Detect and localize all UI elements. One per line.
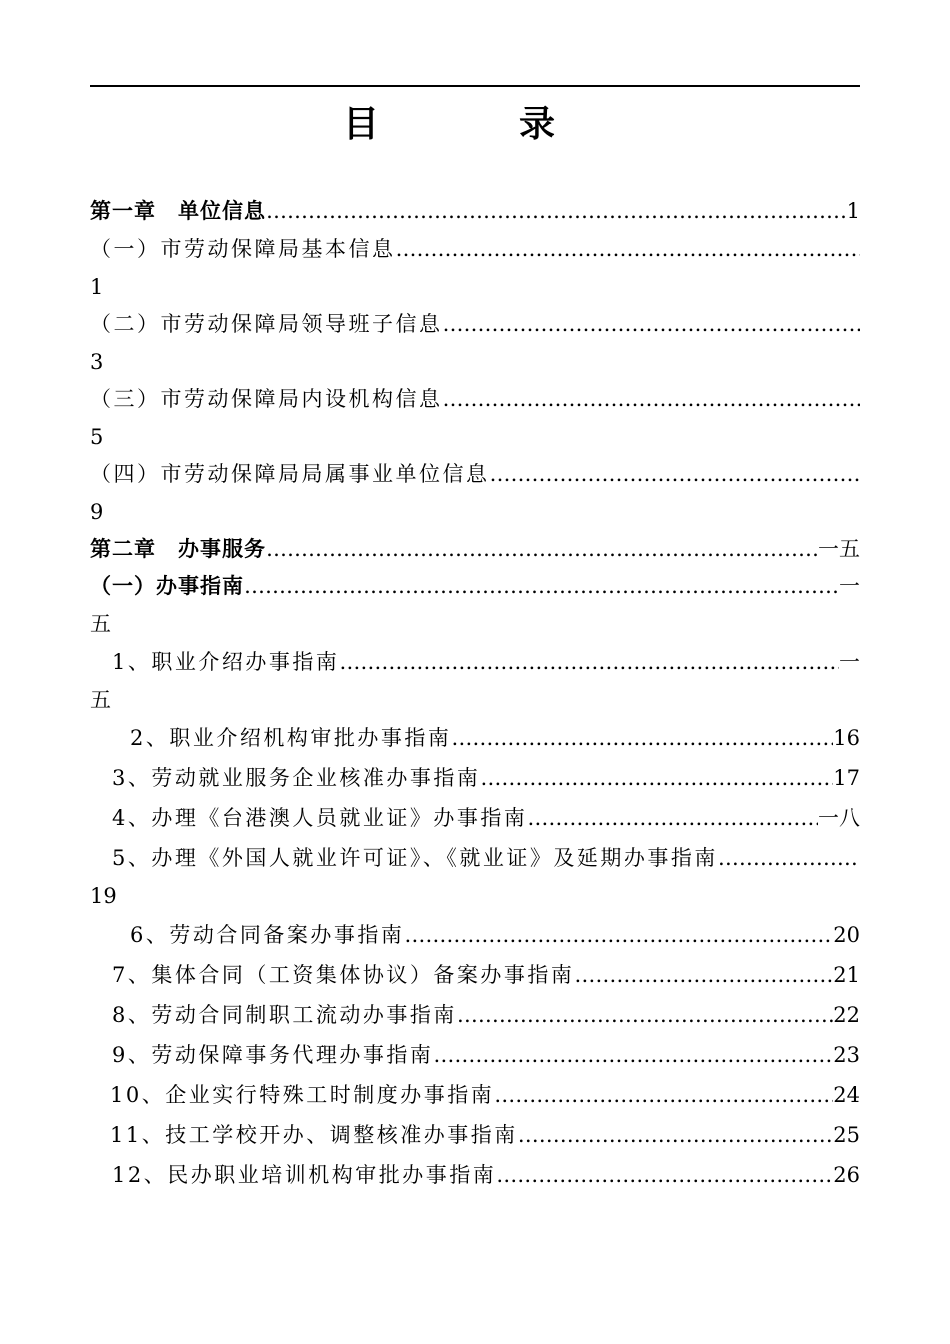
toc-entry-label: 12、民办职业培训机构审批办事指南 <box>112 1163 497 1187</box>
toc-leader-dots <box>339 647 839 677</box>
toc-page-number: 一八 <box>818 806 860 830</box>
toc-leader-dots <box>518 1120 834 1150</box>
toc-entry[interactable] <box>112 763 860 793</box>
toc-entry[interactable] <box>90 309 860 339</box>
toc-entry-label: 8、劳动合同制职工流动办事指南 <box>112 1003 457 1027</box>
toc-leader-dots <box>451 723 833 753</box>
toc-leader-dots <box>443 384 861 414</box>
toc-page-number: 21 <box>833 963 860 987</box>
toc-entry[interactable] <box>90 384 860 414</box>
toc-entry-label: （一）市劳动保障局基本信息 <box>90 237 396 261</box>
toc-page-number: 5 <box>90 425 104 449</box>
toc-entry[interactable] <box>130 920 860 950</box>
toc-leader-dots <box>490 459 861 489</box>
toc-leader-dots <box>244 571 839 601</box>
page-title: 目 录 <box>342 104 607 145</box>
toc-page-number: 23 <box>833 1043 860 1067</box>
toc-leader-dots <box>574 960 833 990</box>
toc-page-number: 16 <box>833 726 860 750</box>
toc-entry-label: 4、办理《台港澳人员就业证》办事指南 <box>112 806 528 830</box>
toc-page-number-continued: 五 <box>90 612 111 636</box>
toc-page-number: 3 <box>90 350 104 374</box>
toc-entry[interactable] <box>112 1160 860 1190</box>
toc-entry[interactable] <box>112 1040 860 1070</box>
toc-entry[interactable] <box>112 803 860 833</box>
toc-page-number: 26 <box>833 1163 860 1187</box>
toc-entry-label: 9、劳动保障事务代理办事指南 <box>112 1043 434 1067</box>
toc-entry-label: 2、职业介绍机构审批办事指南 <box>130 726 452 750</box>
toc-leader-dots <box>266 534 818 564</box>
toc-leader-dots <box>266 196 847 226</box>
toc-page-number: 一 <box>839 650 860 674</box>
toc-entry-label: 7、集体合同（工资集体协议）备案办事指南 <box>112 963 575 987</box>
toc-leader-dots <box>480 763 833 793</box>
toc-page-number: 22 <box>833 1003 860 1027</box>
toc-entry-label: 11、技工学校开办、调整核准办事指南 <box>110 1123 518 1147</box>
toc-page-number: 一五 <box>818 537 860 561</box>
toc-entry-chapter-2[interactable] <box>90 534 860 564</box>
toc-leader-dots <box>404 920 833 950</box>
toc-entry[interactable] <box>90 459 860 489</box>
toc-entry[interactable] <box>90 234 860 264</box>
toc-entry[interactable] <box>130 723 860 753</box>
toc-entry[interactable] <box>112 960 860 990</box>
toc-leader-dots <box>494 1080 833 1110</box>
toc-entry-label: 3、劳动就业服务企业核准办事指南 <box>112 766 481 790</box>
toc-entry[interactable] <box>110 1120 860 1150</box>
toc-entry-label: 5、办理《外国人就业许可证》、《就业证》及延期办事指南 <box>112 846 718 870</box>
toc-entry-chapter-1[interactable] <box>90 196 860 226</box>
toc-page-number: 19 <box>90 884 117 908</box>
toc-leader-dots <box>443 309 861 339</box>
toc-entry-label: （二）市劳动保障局领导班子信息 <box>90 312 443 336</box>
toc-leader-dots <box>496 1160 833 1190</box>
toc-leader-dots <box>457 1000 833 1030</box>
toc-page-number: 9 <box>90 500 104 524</box>
toc-entry[interactable] <box>110 1080 860 1110</box>
toc-leader-dots <box>527 803 818 833</box>
toc-entry-label: 第一章 单位信息 <box>90 199 266 223</box>
toc-page-number: 17 <box>833 766 860 790</box>
toc-leader-dots <box>718 843 860 873</box>
toc-entry-label: （一）办事指南 <box>90 574 244 598</box>
toc-page-number: 24 <box>833 1083 860 1107</box>
toc-entry[interactable] <box>112 647 860 677</box>
toc-leader-dots <box>396 234 861 264</box>
toc-leader-dots <box>433 1040 833 1070</box>
toc-page-number: 1 <box>846 199 860 223</box>
toc-entry-label: 10、企业实行特殊工时制度办事指南 <box>110 1083 495 1107</box>
toc-page-number: 一 <box>839 574 860 598</box>
toc-entry-label: 6、劳动合同备案办事指南 <box>130 923 405 947</box>
toc-page-number: 20 <box>833 923 860 947</box>
toc-entry-label: 第二章 办事服务 <box>90 537 266 561</box>
toc-entry-label: （三）市劳动保障局内设机构信息 <box>90 387 443 411</box>
toc-entry-label: 1、职业介绍办事指南 <box>112 650 340 674</box>
toc-entry[interactable] <box>112 1000 860 1030</box>
toc-page-number-continued: 五 <box>90 688 111 712</box>
toc-entry-label: （四）市劳动保障局局属事业单位信息 <box>90 462 490 486</box>
toc-entry[interactable] <box>90 571 860 601</box>
toc-page-number: 1 <box>90 275 104 299</box>
toc-page-number: 25 <box>833 1123 860 1147</box>
toc-entry[interactable] <box>112 843 860 873</box>
